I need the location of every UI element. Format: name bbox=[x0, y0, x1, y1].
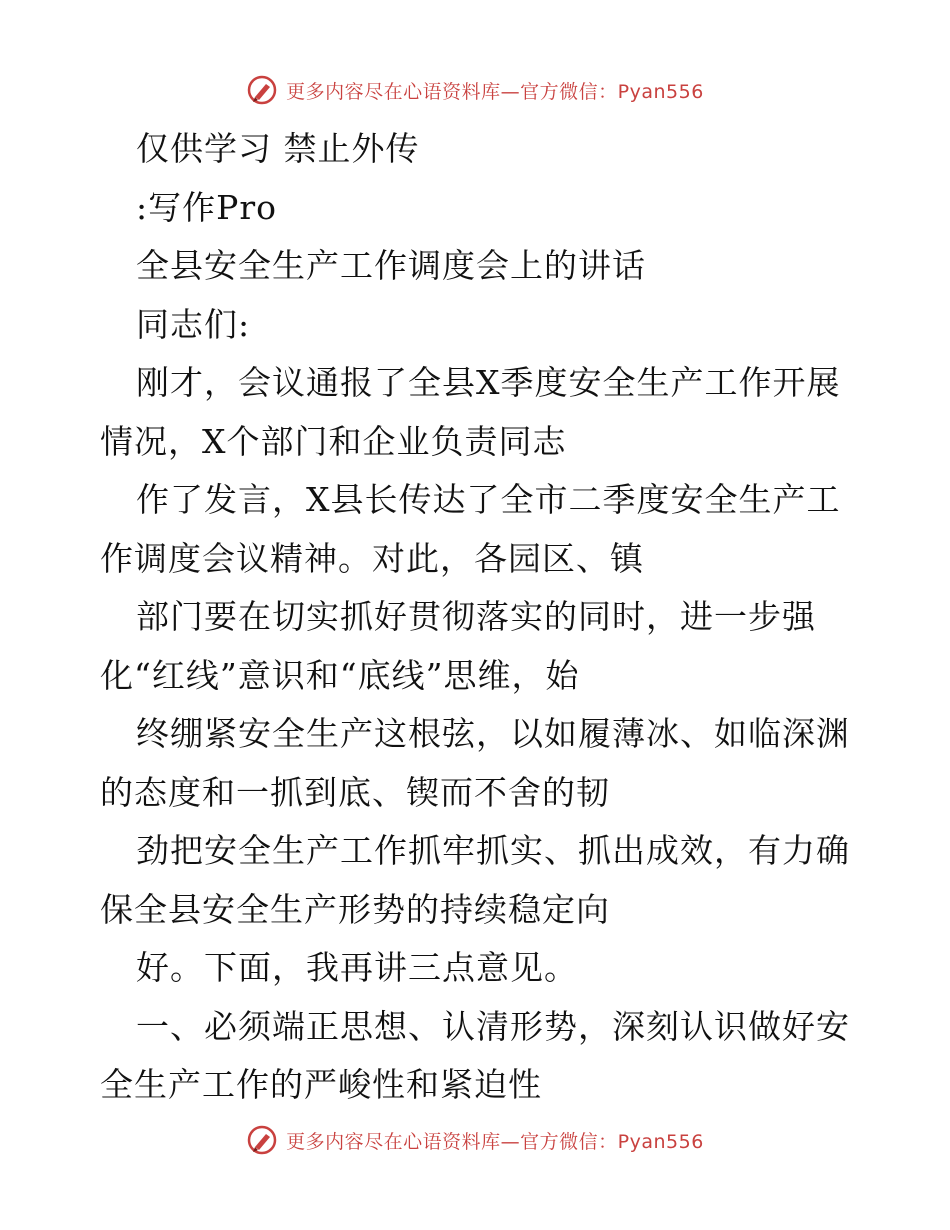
salutation: 同志们: bbox=[136, 304, 251, 344]
document-title: 全县安全生产工作调度会上的讲话 bbox=[136, 246, 646, 285]
watermark-header bbox=[0, 70, 950, 110]
text-line: 化“红线”意识和“底线”思维，始 bbox=[100, 655, 580, 695]
text-line: 好。下面，我再讲三点意见。 bbox=[136, 948, 578, 987]
pen-logo-icon bbox=[246, 1124, 278, 1156]
text-line: 作了发言，X县长传达了全市二季度安全生产工 bbox=[136, 480, 841, 519]
watermark-text: 更多内容尽在心语资料库—官方微信：Pyan556 bbox=[286, 80, 704, 103]
text-line: 作调度会议精神。对此，各园区、镇 bbox=[100, 538, 644, 578]
pen-logo-icon bbox=[246, 74, 278, 106]
text-line: 保全县安全生产形势的持续稳定向 bbox=[100, 889, 610, 929]
text-line: 劲把安全生产工作抓牢抓实、抓出成效，有力确 bbox=[136, 831, 850, 870]
text-line: 终绷紧安全生产这根弦，以如履薄冰、如临深渊 bbox=[136, 714, 850, 753]
section-heading: 一、必须端正思想、认清形势，深刻认识做好安 bbox=[136, 1006, 850, 1046]
watermark-footer bbox=[0, 1120, 950, 1160]
section-heading-continued: 全生产工作的严峻性和紧迫性 bbox=[100, 1065, 542, 1104]
text-line: 情况，X个部门和企业负责同志 bbox=[100, 421, 567, 461]
watermark-text: 更多内容尽在心语资料库—官方微信：Pyan556 bbox=[286, 1130, 704, 1153]
text-line: 刚才，会议通报了全县X季度安全生产工作开展 bbox=[136, 363, 841, 402]
text-line: 的态度和一抓到底、锲而不舍的韧 bbox=[100, 772, 610, 812]
text-line: 部门要在切实抓好贯彻落实的同时，进一步强 bbox=[136, 597, 816, 636]
document-body bbox=[100, 120, 860, 1115]
notice-line: 仅供学习 禁止外传 bbox=[136, 129, 420, 168]
author-line: :写作Pro bbox=[136, 187, 277, 227]
